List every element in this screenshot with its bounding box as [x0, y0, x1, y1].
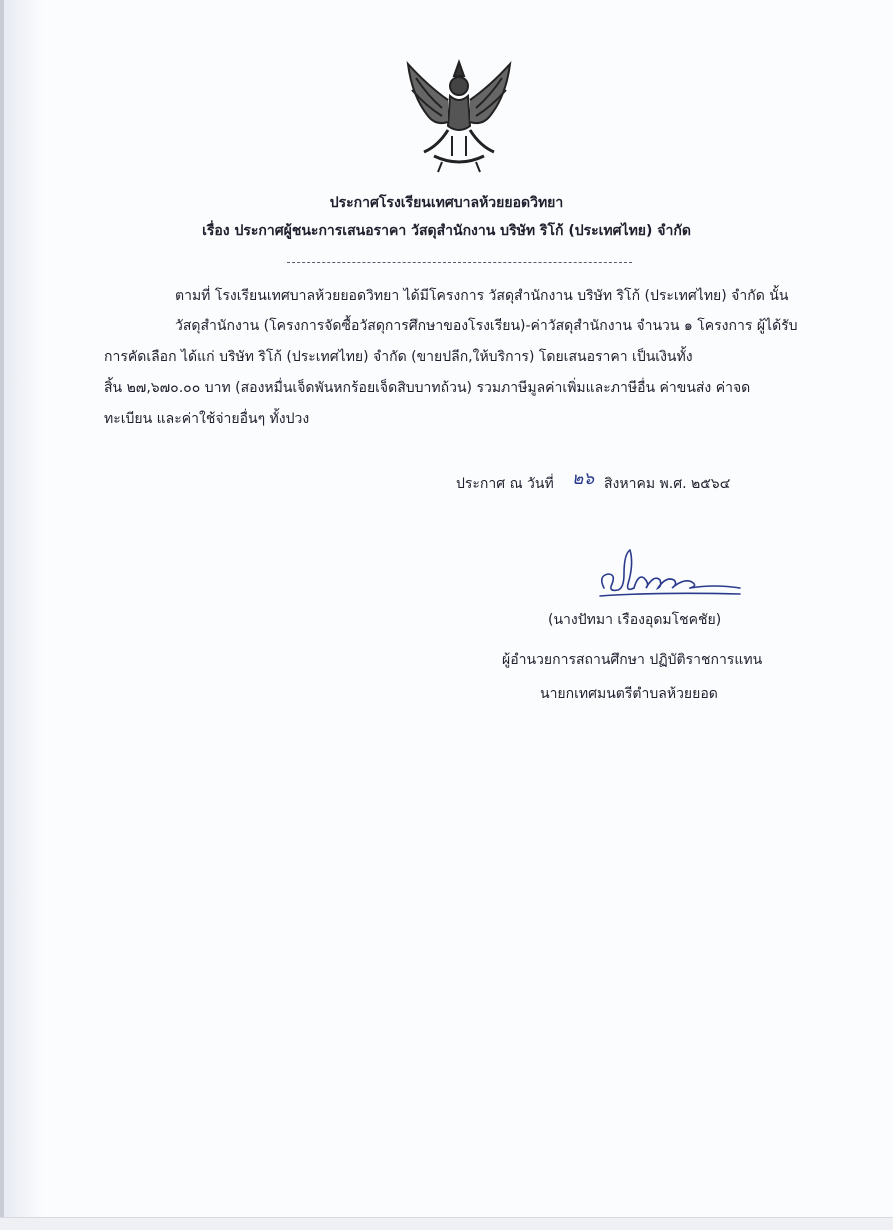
- scan-shadow: [4, 0, 44, 1229]
- garuda-emblem-icon: [398, 56, 520, 178]
- body-line-4: สิ้น ๒๗,๖๗๐.๐๐ บาท (สองหมื่นเจ็ดพันหกร้อยเจ็ดสิบบาทถ้วน) รวมภาษีมูลค่าเพิ่มและภาษีอื่น ค่าขนส่ง ค่าจด: [104, 380, 751, 396]
- scan-bottom-edge: [0, 1217, 893, 1230]
- announcement-date-month-year: สิงหาคม พ.ศ. ๒๕๖๔: [604, 476, 731, 492]
- announcement-date-day: ๒๖: [572, 469, 594, 489]
- announcement-date-prefix: ประกาศ ณ วันที่: [456, 476, 554, 492]
- document-title: ประกาศโรงเรียนเทศบาลห้วยยอดวิทยา: [329, 195, 564, 211]
- signatory-position-2: นายกเทศมนตรีตำบลห้วยยอด: [540, 686, 718, 702]
- body-line-5: ทะเบียน และค่าใช้จ่ายอื่นๆ ทั้งปวง: [104, 411, 310, 427]
- document-subject: เรื่อง ประกาศผู้ชนะการเสนอราคา วัสดุสำนักงาน บริษัท ริโก้ (ประเทศไทย) จำกัด: [202, 223, 691, 239]
- signatory-name: (นางปัทมา เรืองอุดมโชคชัย): [548, 612, 722, 628]
- separator-line: [287, 262, 632, 263]
- body-line-1: ตามที่ โรงเรียนเทศบาลห้วยยอดวิทยา ได้มีโครงการ วัสดุสำนักงาน บริษัท ริโก้ (ประเทศไทย) จำกัด นั้น: [175, 288, 789, 304]
- body-line-3: การคัดเลือก ได้แก่ บริษัท ริโก้ (ประเทศไทย) จำกัด (ขายปลีก,ให้บริการ) โดยเสนอราคา เป็นเงินทั้ง: [104, 349, 693, 365]
- signatory-position: ผู้อำนวยการสถานศึกษา ปฏิบัติราชการแทน: [502, 652, 763, 668]
- handwritten-signature-icon: [594, 544, 744, 606]
- body-line-2: วัสดุสำนักงาน (โครงการจัดซื้อวัสดุการศึกษาของโรงเรียน)-ค่าวัสดุสำนักงาน จำนวน ๑ โครงการ ผู้ได้รับ: [175, 318, 798, 334]
